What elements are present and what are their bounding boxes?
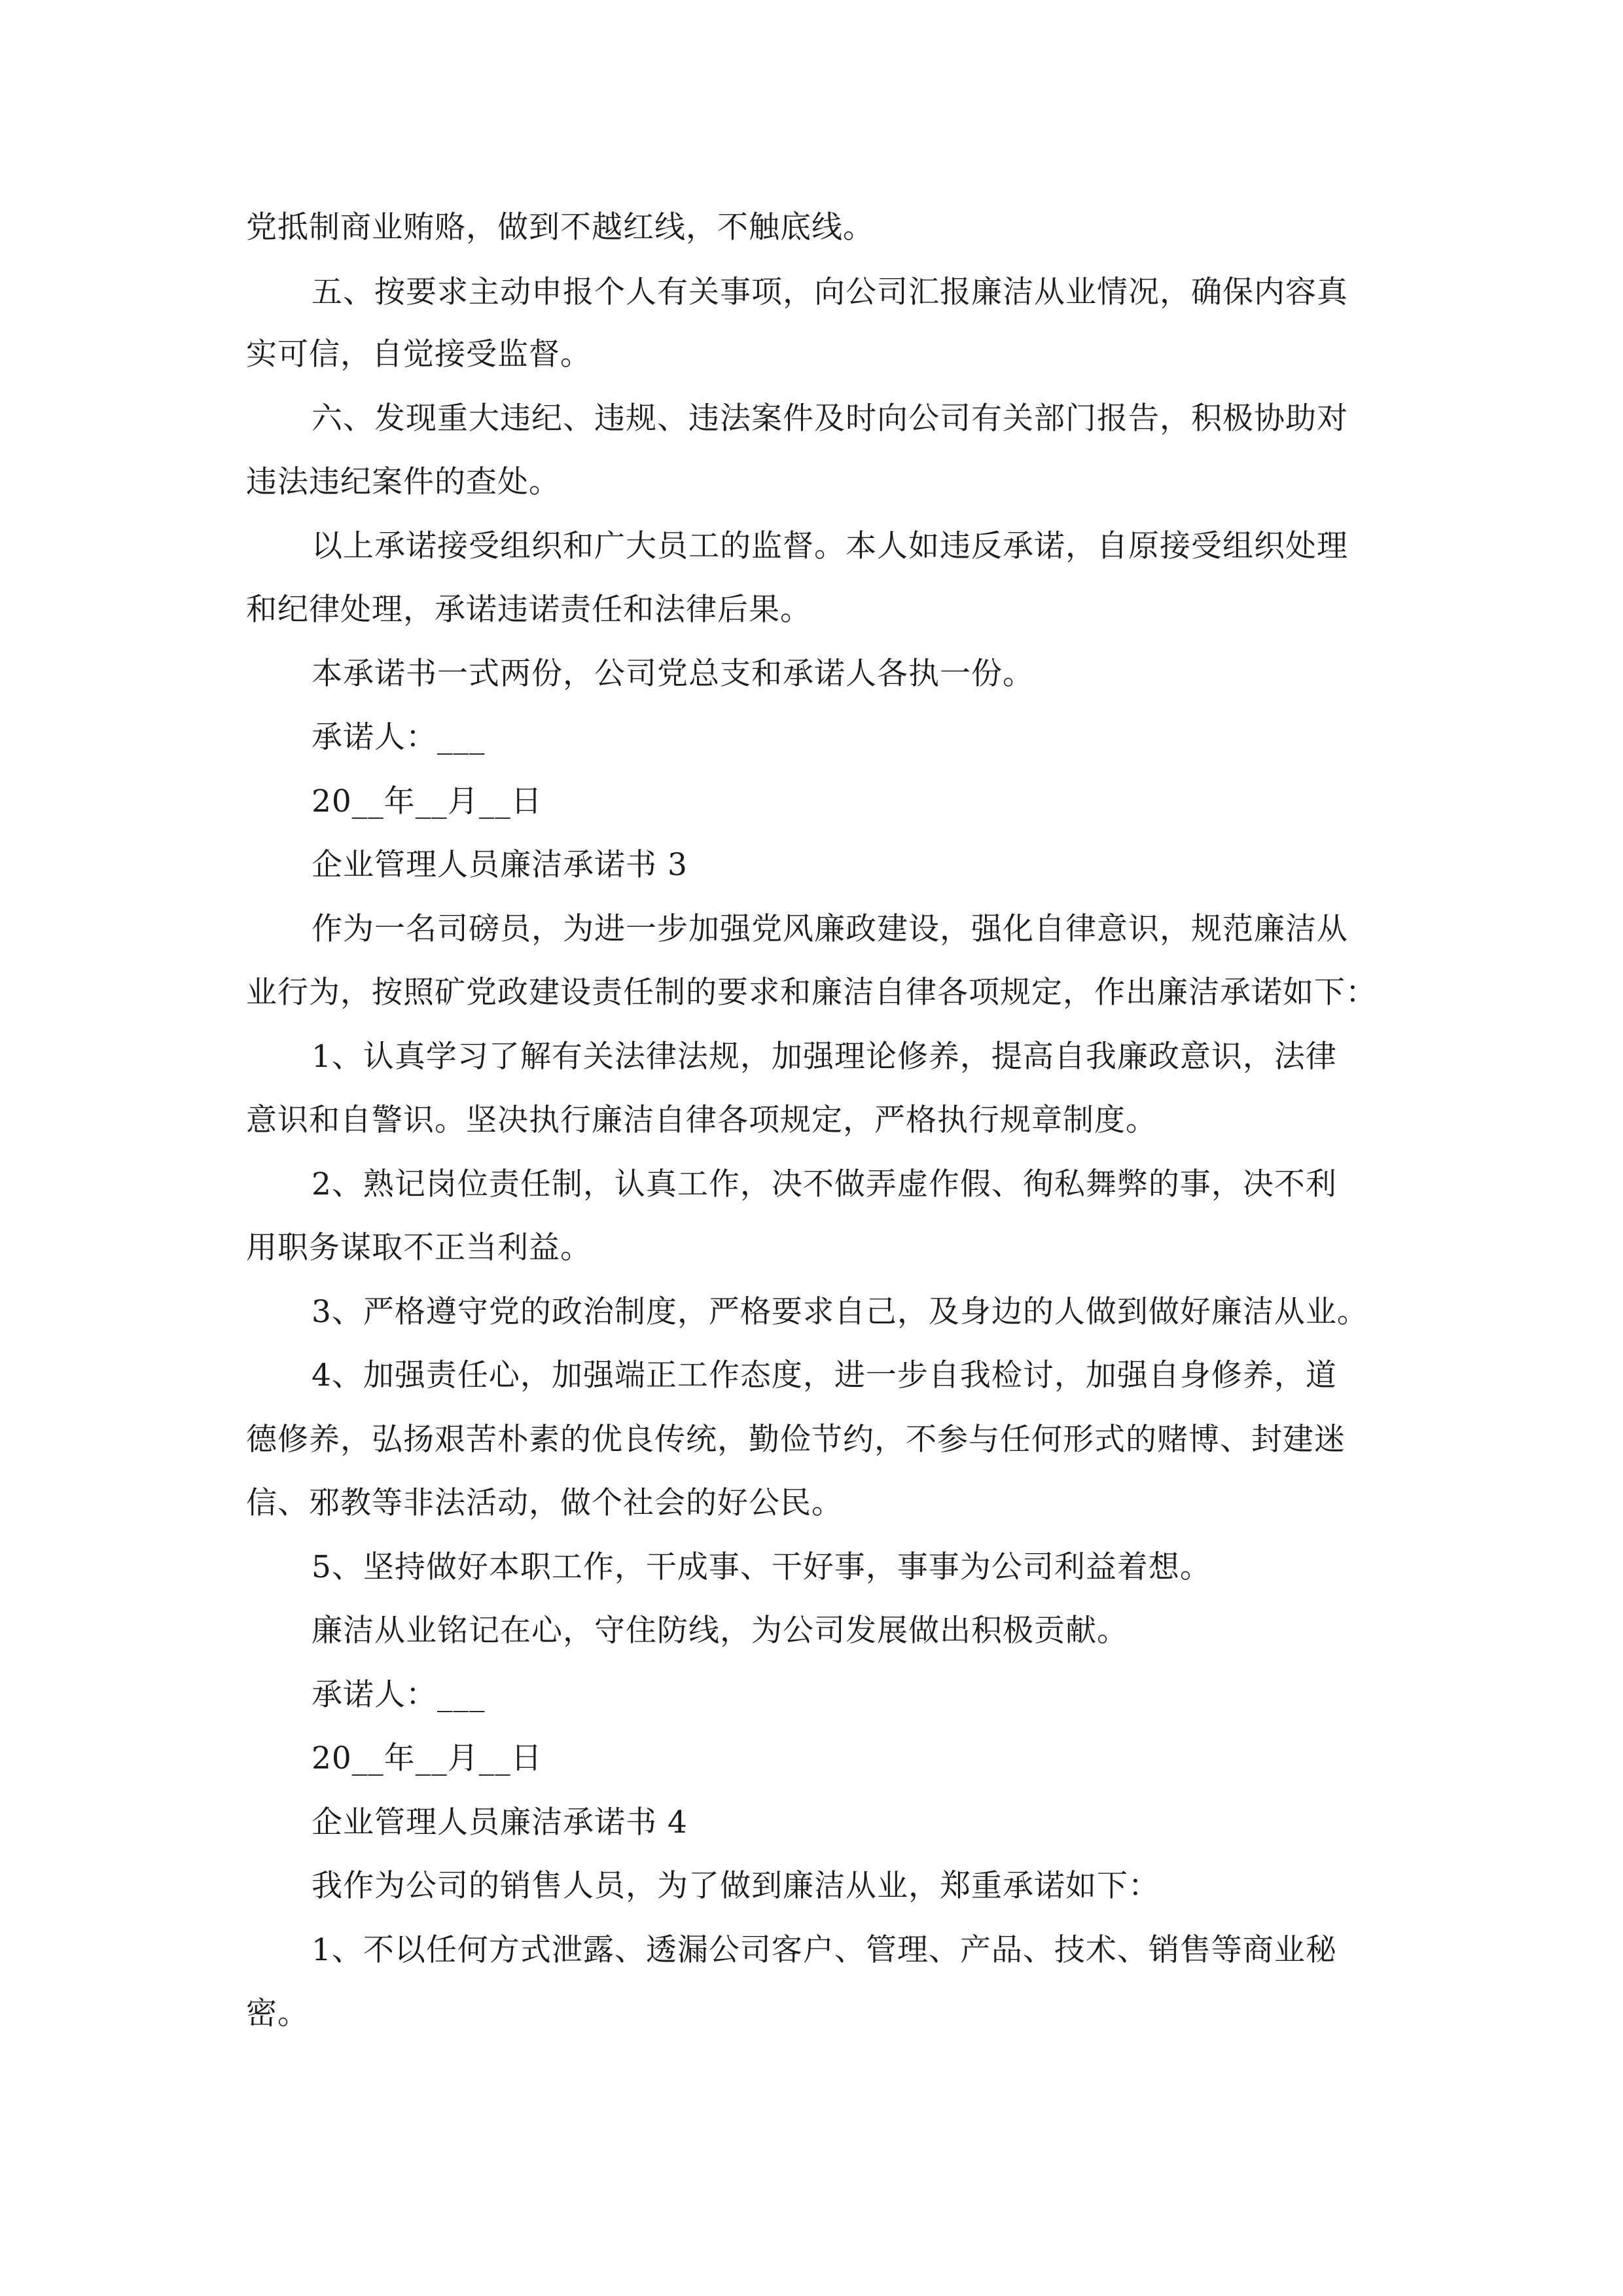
section-heading: 企业管理人员廉洁承诺书 3 — [312, 847, 688, 883]
date-line: 20__年__月__日 — [312, 1740, 543, 1776]
section-heading: 企业管理人员廉洁承诺书 4 — [312, 1804, 688, 1840]
text-line: 3、严格遵守党的政治制度，严格要求自己，及身边的人做到做好廉洁从业。 — [312, 1294, 1368, 1330]
text-line: 我作为公司的销售人员，为了做到廉洁从业，郑重承诺如下： — [312, 1868, 1160, 1904]
text-line: 信、邪教等非法活动，做个社会的好公民。 — [246, 1485, 843, 1521]
text-line: 党抵制商业贿赂，做到不越红线，不触底线。 — [246, 209, 874, 245]
text-line: 实可信，自觉接受监督。 — [246, 336, 592, 372]
text-line: 本承诺书一式两份，公司党总支和承诺人各执一份。 — [312, 656, 1034, 692]
signer-line: 承诺人：___ — [312, 719, 486, 755]
text-line: 廉洁从业铭记在心，守住防线，为公司发展做出积极贡献。 — [312, 1613, 1128, 1649]
text-line: 1、不以任何方式泄露、透漏公司客户、管理、产品、技术、销售等商业秘 — [312, 1932, 1337, 1968]
text-line: 5、坚持做好本职工作，干成事、干好事，事事为公司利益着想。 — [312, 1549, 1211, 1585]
date-line: 20__年__月__日 — [312, 783, 543, 819]
text-line: 业行为，按照矿党政建设责任制的要求和廉洁自律各项规定，作出廉洁承诺如下： — [246, 975, 1377, 1011]
text-line: 作为一名司磅员，为进一步加强党风廉政建设，强化自律意识，规范廉洁从 — [312, 911, 1348, 947]
text-line: 用职务谋取不正当利益。 — [246, 1230, 592, 1266]
text-line: 以上承诺接受组织和广大员工的监督。本人如违反承诺，自原接受组织处理 — [312, 528, 1348, 564]
text-line: 2、熟记岗位责任制，认真工作，决不做弄虚作假、徇私舞弊的事，决不利 — [312, 1166, 1337, 1202]
text-line: 意识和自警识。坚决执行廉洁自律各项规定，严格执行规章制度。 — [246, 1102, 1157, 1138]
text-line: 和纪律处理，承诺违诺责任和法律后果。 — [246, 592, 812, 628]
text-line: 1、认真学习了解有关法律法规，加强理论修养，提高自我廉政意识，法律 — [312, 1039, 1337, 1075]
text-line: 密。 — [246, 1996, 309, 2032]
signer-line: 承诺人：___ — [312, 1677, 486, 1713]
text-line: 五、按要求主动申报个人有关事项，向公司汇报廉洁从业情况，确保内容真 — [312, 274, 1348, 310]
text-line: 违法违纪案件的查处。 — [246, 464, 560, 500]
text-line: 德修养，弘扬艰苦朴素的优良传统，勤俭节约，不参与任何形式的赌博、封建迷 — [246, 1422, 1346, 1458]
text-line: 4、加强责任心，加强端正工作态度，进一步自我检讨，加强自身修养，道 — [312, 1357, 1337, 1393]
text-line: 六、发现重大违纪、违规、违法案件及时向公司有关部门报告，积极协助对 — [312, 401, 1348, 437]
